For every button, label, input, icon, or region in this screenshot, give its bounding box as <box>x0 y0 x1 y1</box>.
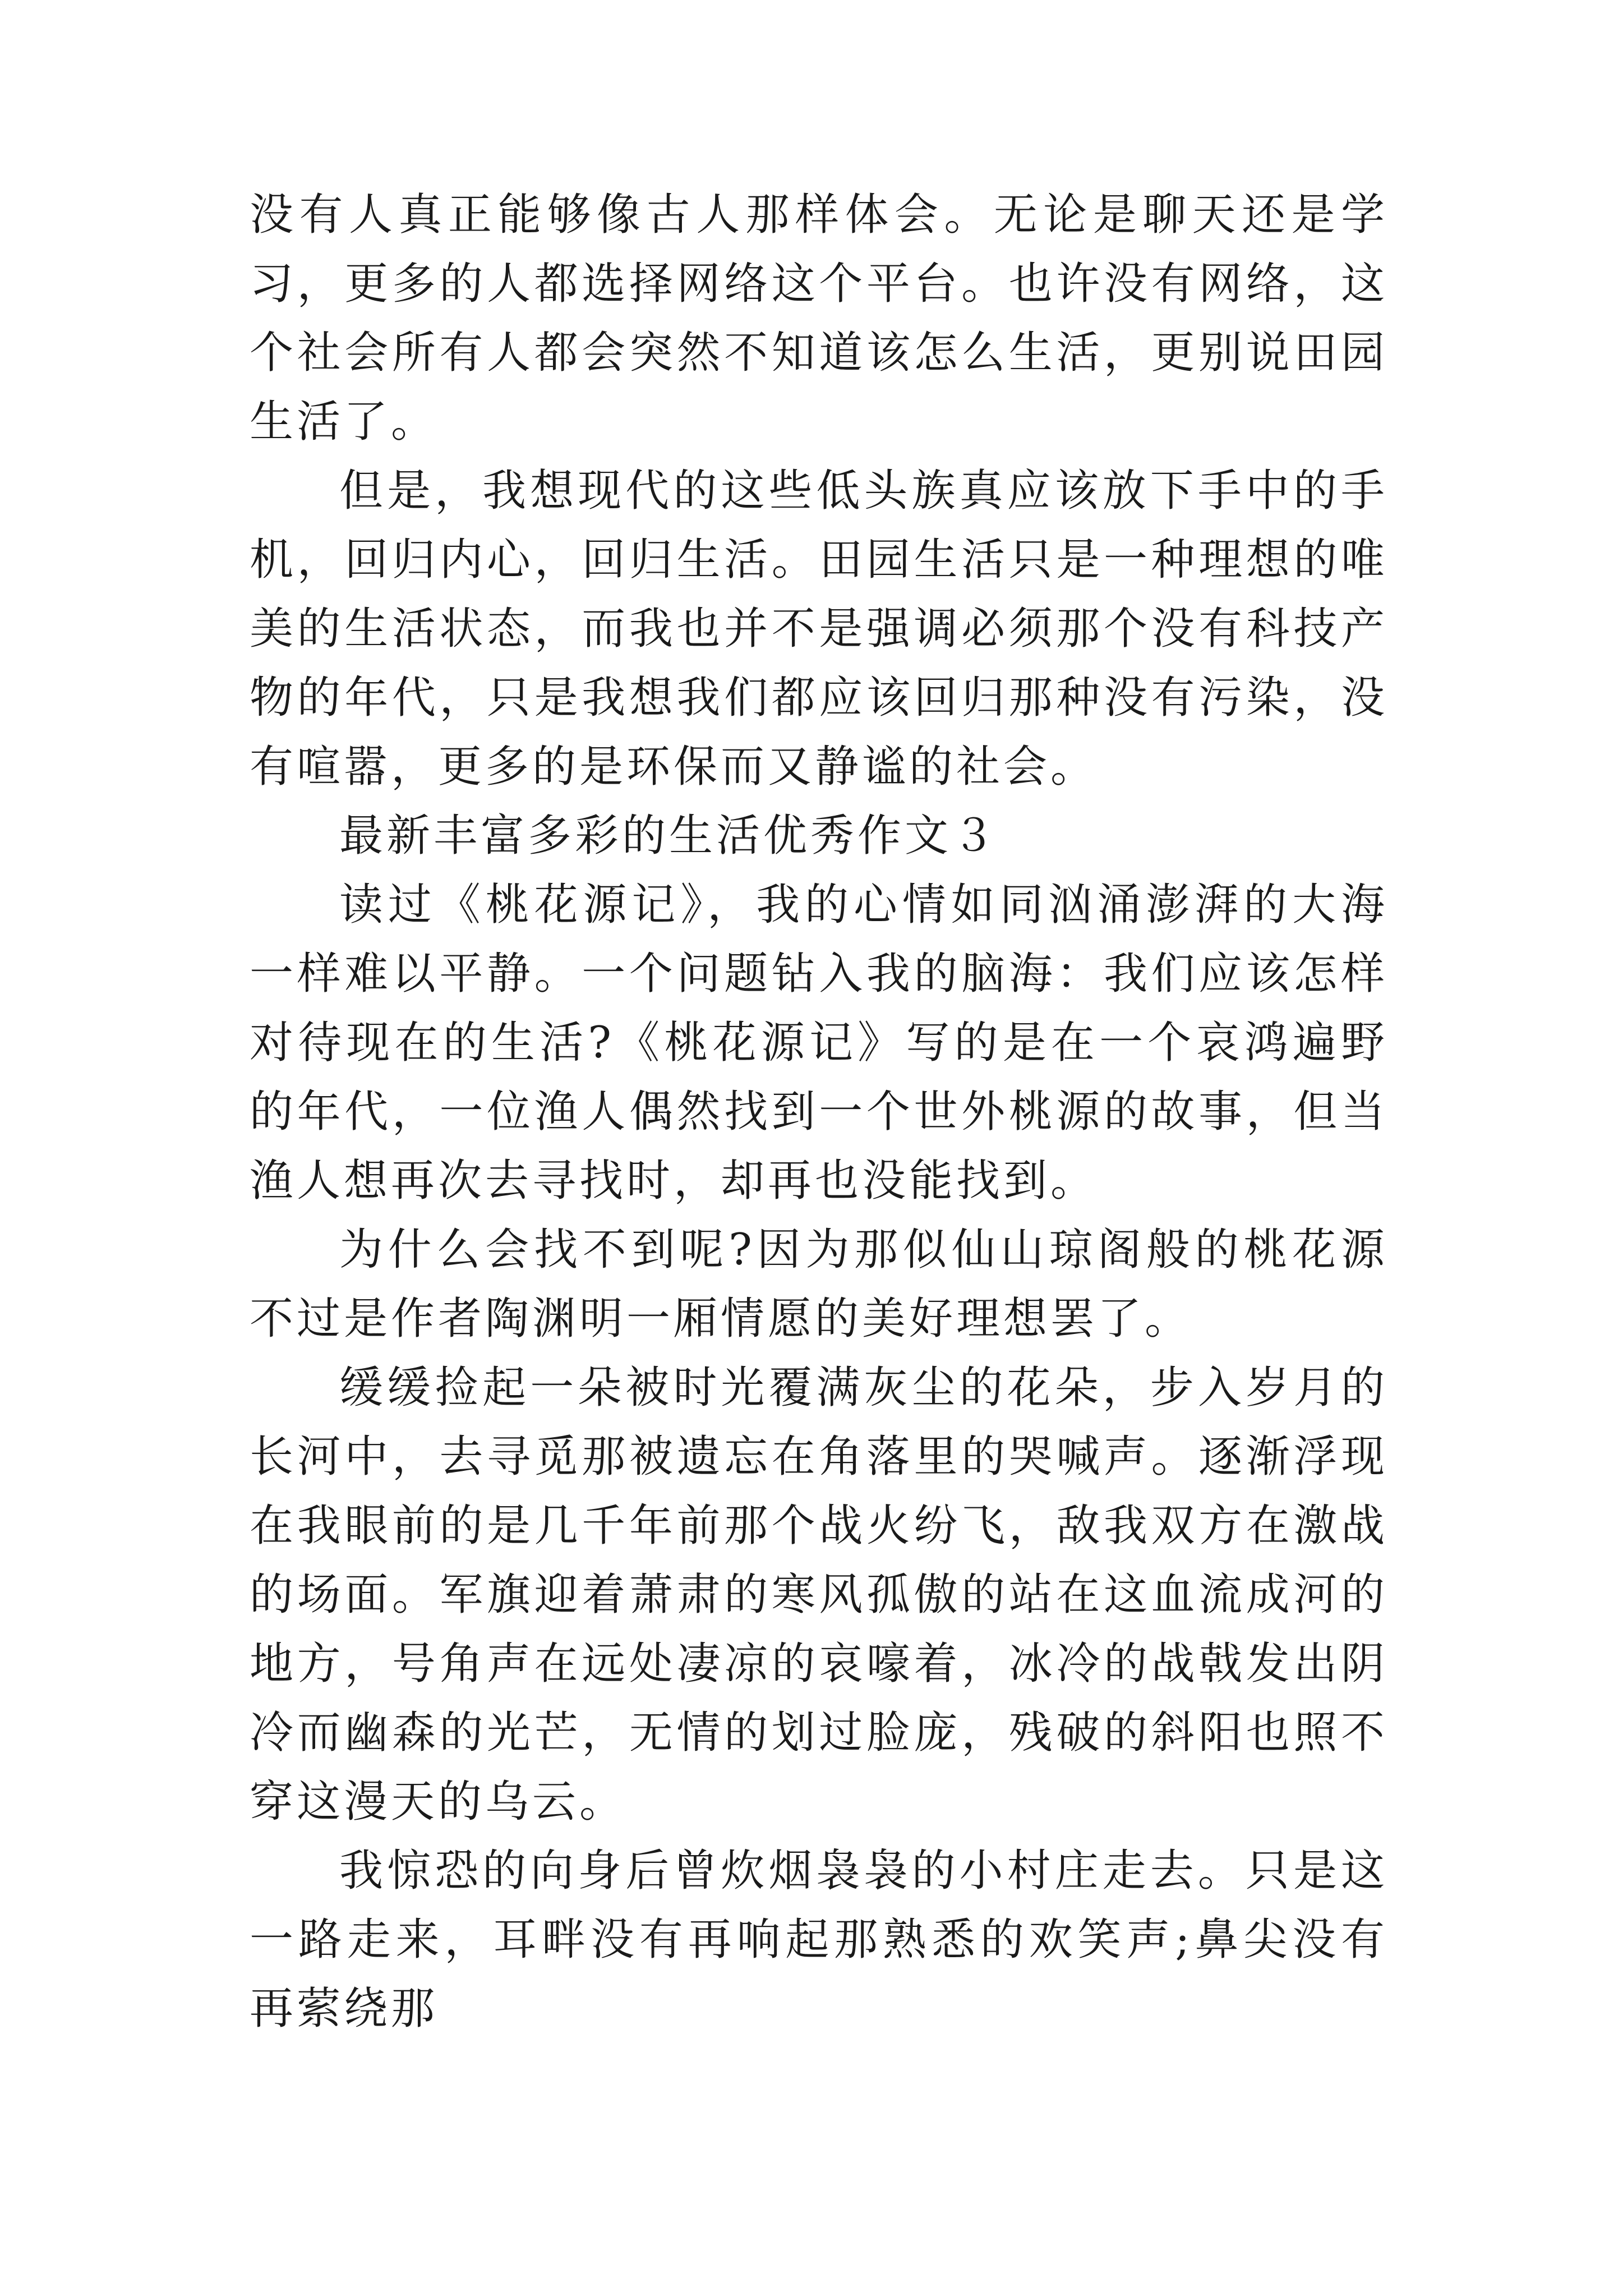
paragraph: 读过《桃花源记》，我的心情如同汹涌澎湃的大海一样难以平静。一个问题钻入我的脑海：我们应该怎样对待现在的生活?《桃花源记》写的是在一个哀鸿遍野的年代，一位渔人偶然找到一个世外桃源的故事，但当渔人想再次去寻找时，却再也没能找到。 <box>250 880 1388 1206</box>
document-body <box>250 181 1388 2044</box>
paragraph: 缓缓捡起一朵被时光覆满灰尘的花朵，步入岁月的长河中，去寻觅那被遗忘在角落里的哭喊声。逐渐浮现在我眼前的是几千年前那个战火纷飞，敌我双方在激战的场面。军旗迎着萧肃的寒风孤傲的站在这血流成河的地方，号角声在远处凄凉的哀嚎着，冰冷的战戟发出阴冷而幽森的光芒，无情的划过脸庞，残破的斜阳也照不穿这漫天的乌云。 <box>250 1363 1388 1827</box>
paragraph: 没有人真正能够像古人那样体会。无论是聊天还是学习，更多的人都选择网络这个平台。也许没有网络，这个社会所有人都会突然不知道该怎么生活，更别说田园生活了。 <box>250 190 1388 447</box>
paragraph: 我惊恐的向身后曾炊烟袅袅的小村庄走去。只是这一路走来，耳畔没有再响起那熟悉的欢笑声;鼻尖没有再萦绕那 <box>250 1846 1388 2034</box>
paragraph: 但是，我想现代的这些低头族真应该放下手中的手机，回归内心，回归生活。田园生活只是一种理想的唯美的生活状态，而我也并不是强调必须那个没有科技产物的年代，只是我想我们都应该回归那种没有污染，没有喧嚣，更多的是环保而又静谧的社会。 <box>250 466 1388 792</box>
section-heading: 最新丰富多彩的生活优秀作文３ <box>339 811 999 861</box>
paragraph: 为什么会找不到呢?因为那似仙山琼阁般的桃花源不过是作者陶渊明一厢情愿的美好理想罢了。 <box>250 1225 1388 1344</box>
